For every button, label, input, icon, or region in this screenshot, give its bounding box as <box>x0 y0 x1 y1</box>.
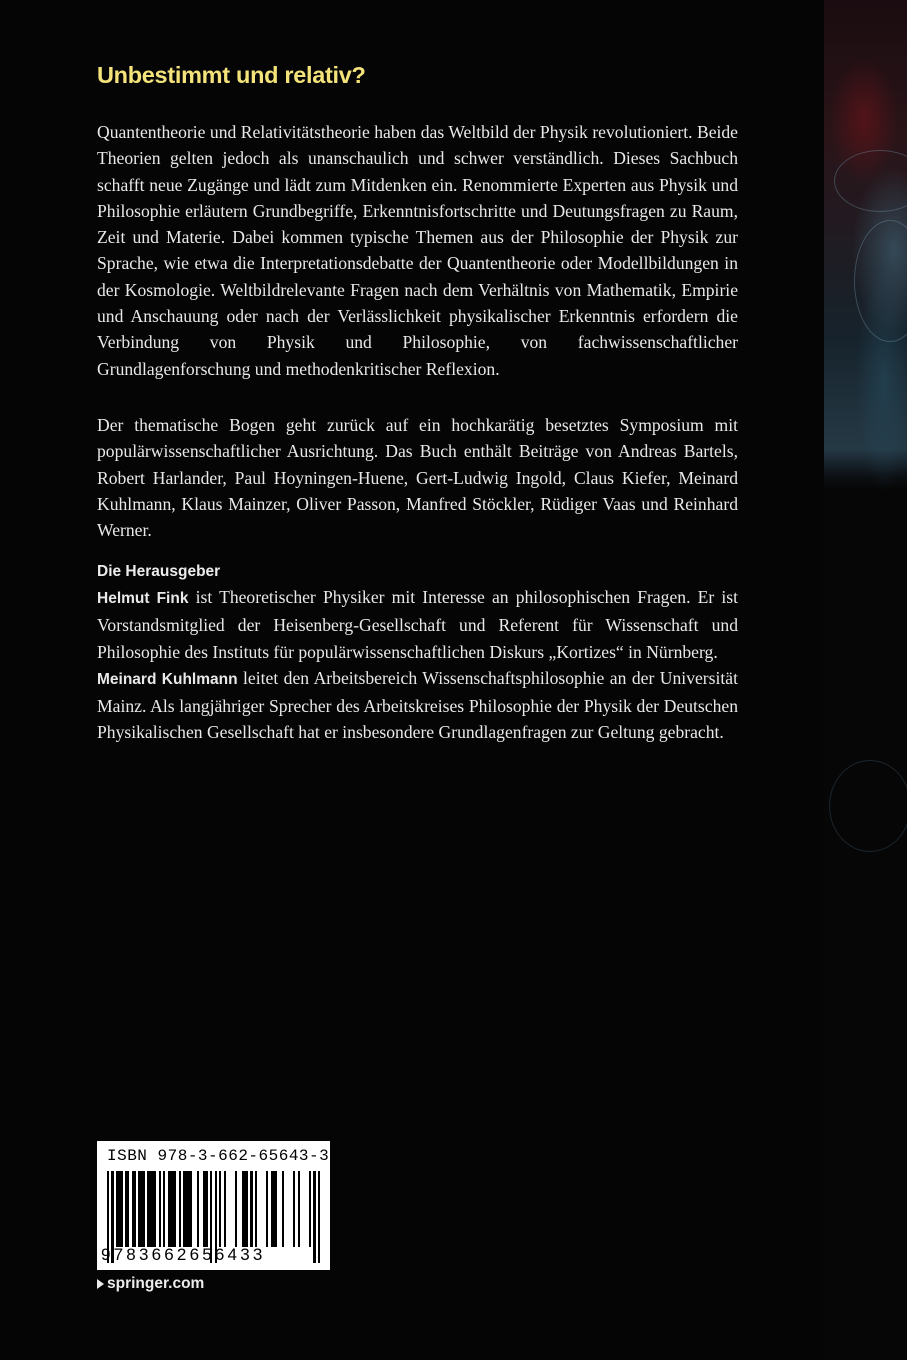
description-paragraph: Quantentheorie und Relativitätstheorie haben das Weltbild der Physik revolutioniert. Beide Theorien gelten jedoch als unanschaulich und schwer verständlich. Dieses Sachbuch schafft neue Zugänge und lädt zum Mitdenken ein. Renommierte Experten aus Physik und Philosophie erläutern Grundbegriffe, Erkenntnisfortschritte und Deutungsfragen zu Raum, Zeit und Materie. Dabei kommen typische Themen aus der Philosophie der Physik zur Sprache, wie etwa die Interpretationsdebatte der Quantentheorie oder Modellbildungen in der Kosmologie. Weltbildrelevante Fragen nach dem Verhältnis von Mathematik, Empirie und Anschauung oder nach der Verlässlichkeit physikalischer Erkenntnis erfordern die Verbindung von Physik und Philosophie, von fachwissenschaftlicher Grundlagenforschung und methodenkritischer Reflexion. <box>97 122 738 379</box>
barcode-bar <box>134 1171 136 1247</box>
editors-heading: Die Herausgeber <box>97 563 221 580</box>
barcode-bar <box>250 1171 252 1247</box>
barcode-bar <box>246 1171 248 1247</box>
artwork-streak <box>854 220 907 342</box>
barcode-bar <box>293 1171 295 1247</box>
barcode-bar <box>120 1171 122 1247</box>
editor-name: Helmut Fink <box>97 590 189 607</box>
editor-bio-text: ist Theoretischer Physiker mit Interesse an philosophischen Fragen. Er ist Vorstandsmitglied der Heisenberg-Gesellschaft und Referent für Wissenschaft und Philosophie des Instituts für populärwissenschaftlichen Diskurs „Kortizes“ in Nürnberg. <box>97 587 739 662</box>
barcode-bar <box>154 1171 156 1247</box>
artwork-streak <box>834 150 907 212</box>
editor-bio-text: leitet den Arbeitsbereich Wissenschaftsphilosophie an der Universität Mainz. Als langjähriger Sprecher des Arbeitskreises Philosophie der Physik der Deutschen Physikalischen Gesellschaft hat er insbesondere Grundlagenfragen zur Geltung gebracht. <box>97 667 738 743</box>
barcode-bar <box>235 1171 237 1247</box>
editors-section <box>97 560 738 746</box>
artwork-streak <box>829 760 907 852</box>
barcode-bar <box>197 1171 199 1247</box>
barcode-bars <box>107 1171 320 1249</box>
barcode-bar <box>159 1171 161 1247</box>
barcode-bar <box>206 1171 208 1247</box>
cover-artwork-strip <box>824 0 907 1360</box>
barcode-bar <box>179 1171 181 1247</box>
barcode-bar <box>224 1171 226 1247</box>
barcode-bar <box>163 1171 165 1247</box>
publisher-url: springer.com <box>107 1275 205 1292</box>
barcode-bar <box>174 1171 176 1247</box>
contributors-paragraph: Der thematische Bogen geht zurück auf ein hochkarätig besetztes Symposium mit populärwissenschaftlicher Ausrichtung. Das Buch enthält Beiträge von Andreas Bartels, Robert Harlander, Paul Hoyningen-Huene, Gert-Ludwig Ingold, Claus Kiefer, Meinard Kuhlmann, Klaus Mainzer, Oliver Passon, Manfred Stöckler, Rüdiger Vaas und Reinhard Werner. <box>97 415 738 541</box>
editor-bio <box>97 584 738 665</box>
barcode-bar <box>282 1171 284 1247</box>
barcode-bar <box>255 1171 257 1247</box>
barcode-bar <box>143 1171 145 1247</box>
barcode-bar <box>298 1171 300 1247</box>
editor-name: Meinard Kuhlmann <box>97 670 238 688</box>
isbn-label: ISBN 978-3-662-65643-3 <box>107 1147 330 1165</box>
barcode-bar <box>275 1171 277 1247</box>
barcode-bar <box>309 1171 311 1247</box>
barcode-bar <box>266 1171 268 1247</box>
book-title: Unbestimmt und relativ? <box>97 62 366 88</box>
publisher-link[interactable] <box>97 1275 204 1293</box>
barcode-bar <box>127 1171 129 1247</box>
editor-bio <box>97 665 738 746</box>
barcode-bar <box>190 1171 192 1247</box>
triangle-right-icon <box>97 1279 104 1289</box>
ean-digits: 9783662656433 <box>101 1245 266 1264</box>
barcode-bar <box>219 1171 221 1247</box>
